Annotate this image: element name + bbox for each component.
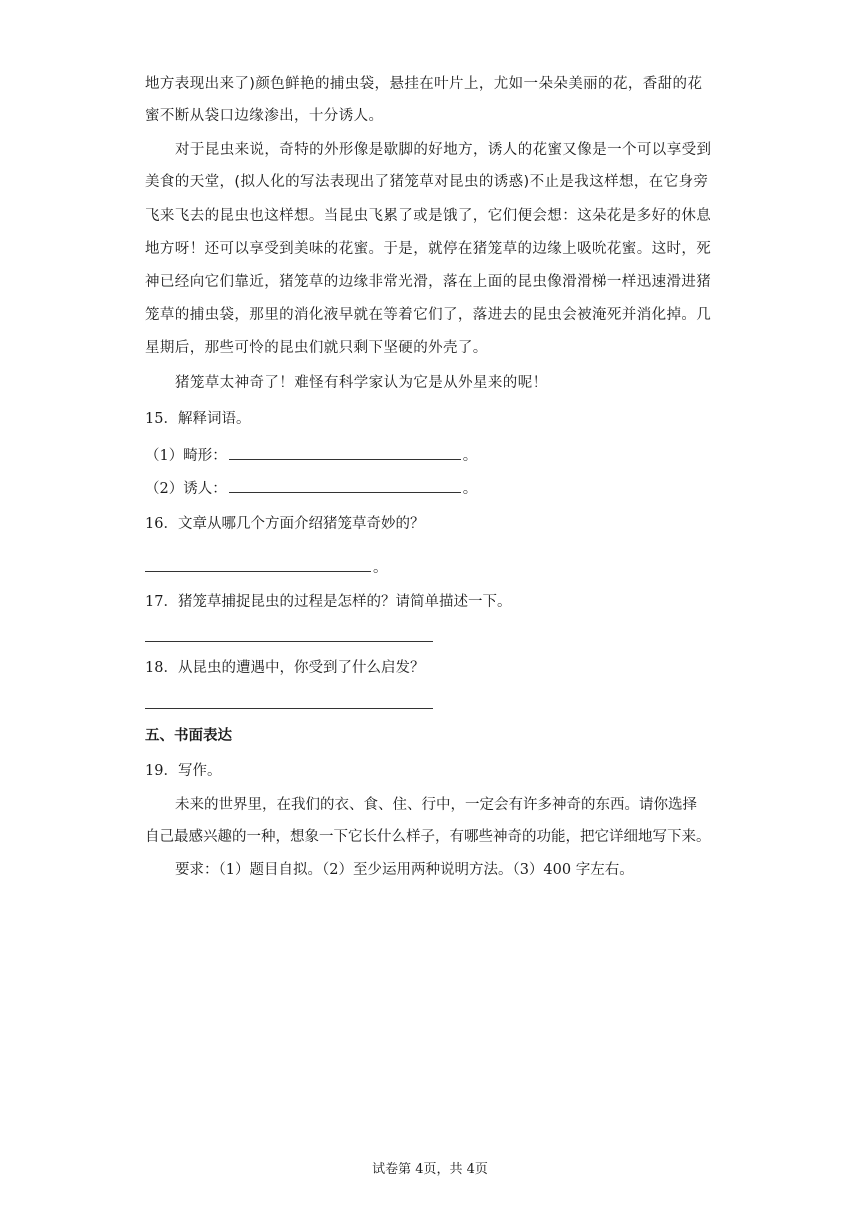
- passage-line: 地方呀！还可以享受到美味的花蜜。于是，就停在猪笼草的边缘上吸吮花蜜。这时，死: [145, 241, 712, 257]
- passage-line: 神已经向它们靠近，猪笼草的边缘非常光滑，落在上面的昆虫像滑滑梯一样迅速滑进猪: [145, 274, 712, 290]
- answer-blank[interactable]: [229, 478, 461, 493]
- question-16-title: 16．文章从哪几个方面介绍猪笼草奇妙的？: [145, 516, 425, 532]
- item-label: （2）诱人：: [145, 481, 227, 497]
- passage-line: 地方表现出来了)颜色鲜艳的捕虫袋，悬挂在叶片上，尤如一朵朵美丽的花，香甜的花: [145, 76, 703, 92]
- item-end: 。: [462, 481, 478, 497]
- passage-line: 美食的天堂，(拟人化的写法表现出了猪笼草对昆虫的诱惑)不止是我这样想，在它身旁: [145, 174, 709, 190]
- question-17-title: 17．猪笼草捕捉昆虫的过程是怎样的？请简单描述一下。: [145, 594, 512, 610]
- writing-prompt-line: 自己最感兴趣的一种，想象一下它长什么样子，有哪些神奇的功能，把它详细地写下来。: [145, 829, 711, 845]
- writing-requirements: 要求：（1）题目自拟。（2）至少运用两种说明方法。（3）400 字左右。: [175, 862, 634, 878]
- passage-line: 对于昆虫来说，奇特的外形像是歇脚的好地方，诱人的花蜜又像是一个可以享受到: [175, 142, 712, 158]
- answer-end: 。: [373, 560, 388, 576]
- question-19-title: 19．写作。: [145, 763, 222, 779]
- question-18-title: 18．从昆虫的遭遇中，你受到了什么启发？: [145, 660, 425, 676]
- passage-line: 蜜不断从袋口边缘渗出，十分诱人。: [145, 108, 384, 124]
- writing-prompt-line: 未来的世界里，在我们的衣、食、住、行中，一定会有许多神奇的东西。请你选择: [175, 797, 697, 813]
- question-15-item-2: [145, 478, 725, 499]
- page-footer: 试卷第 4页，共 4页: [372, 1162, 488, 1177]
- answer-blank[interactable]: [229, 445, 461, 460]
- item-label: （1）畸形：: [145, 448, 227, 464]
- passage-line: 笼草的捕虫袋，那里的消化液早就在等着它们了，落进去的昆虫会被淹死并消化掉。几: [145, 307, 712, 323]
- answer-line[interactable]: [145, 708, 433, 709]
- section-heading: 五、书面表达: [145, 727, 232, 744]
- answer-line[interactable]: [145, 641, 433, 642]
- question-15-item-1: [145, 445, 725, 466]
- question-16-answer: [145, 557, 725, 578]
- answer-blank[interactable]: [145, 557, 371, 572]
- passage-line: 星期后，那些可怜的昆虫们就只剩下坚硬的外壳了。: [145, 340, 488, 356]
- passage-line: 飞来飞去的昆虫也这样想。当昆虫飞累了或是饿了，它们便会想：这朵花是多好的休息: [145, 208, 712, 224]
- question-15-title: 15．解释词语。: [145, 411, 251, 427]
- item-end: 。: [462, 448, 478, 464]
- passage-line: 猪笼草太神奇了！难怪有科学家认为它是从外星来的呢！: [175, 375, 548, 391]
